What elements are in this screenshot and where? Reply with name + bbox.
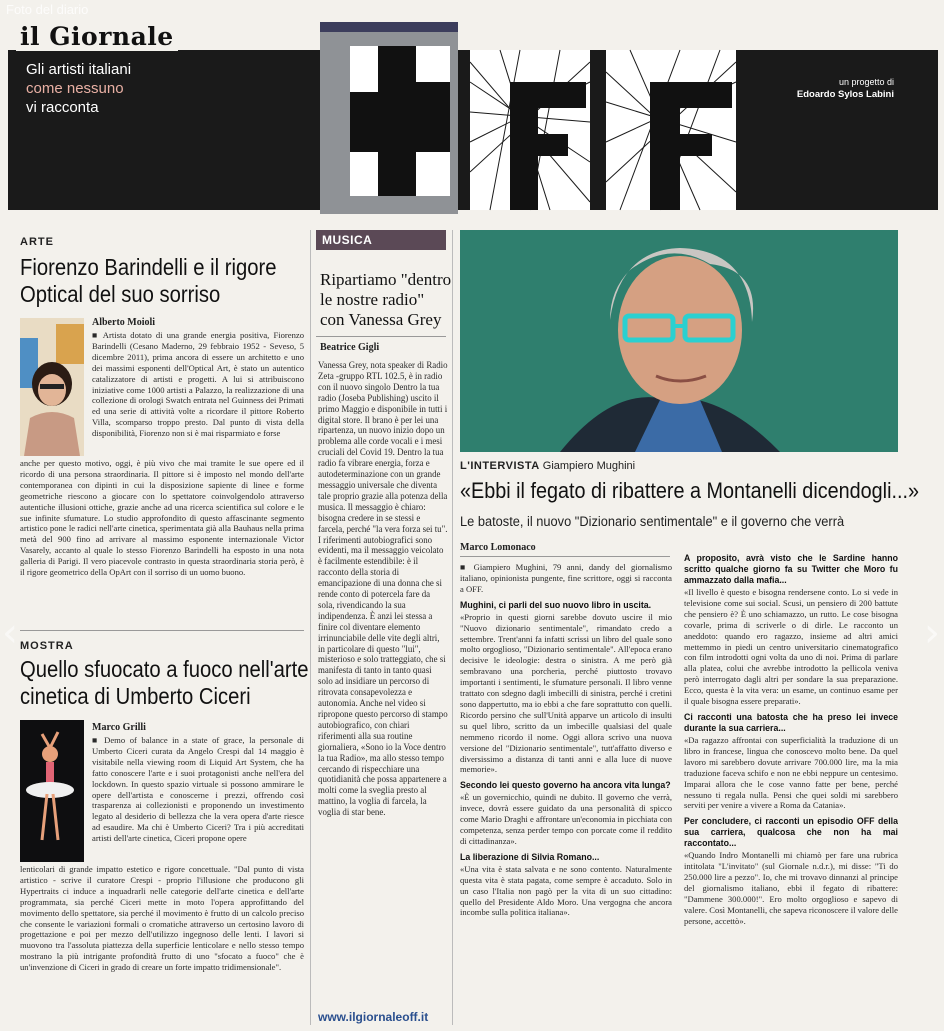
interview-tag (460, 460, 635, 472)
tagline-line-1: Gli artisti italiani (26, 61, 132, 78)
article3-headline-line1: Ripartiamo "dentro (320, 270, 452, 289)
article3-headline (320, 270, 451, 330)
article1-headline-line1: Fiorenzo Barindelli e il rigore (20, 254, 277, 280)
article2-body-top: ■ Demo of balance in a state of grace, la personale di Umberto Ciceri curata da Angelo Crespi dal 14 maggio è visitabile nella viewing room di Liquid Art System, che ha fatto conoscere l'arte e i suoi protagonisti anche nell'era del lockdown. In questo spazio virtuale si possono ammirare le opere dell'artista e conoscerne i prezzi, offrendo così trasparenza ai collezionisti e proponendo un investimento legato al desiderio di bellezza che la vera opera d'arte riesce ad esaudire. Ma chi è Umberto Ciceri? Tra i più accreditati artisti dell'arte cinetica, Ciceri propone opere (92, 735, 304, 844)
article2-headline-line1: Quello sfuocato a fuoco nell'arte (20, 656, 309, 682)
interview-answer: «È un governicchio, quindi ne dubito. Il governo che verrà, invece, dovrà essere guidato da una personalità di spicco come Mario Draghi e affrontare un'economia in picchiata con competenza, senza perder tempo con porcate come il reddito di cittadinanza». (460, 792, 672, 846)
article3-headline-line3: con Vanessa Grey (320, 310, 442, 329)
article2-headline (20, 656, 310, 710)
section-arte: ARTE (20, 236, 54, 248)
prev-arrow-icon[interactable]: ‹ (2, 610, 18, 656)
photo-watermark: Foto del diario (6, 2, 89, 17)
page-header (8, 22, 938, 214)
article1-body-bottom: anche per questo motivo, oggi, è più vivo che mai tramite le sue opere ed il ricordo di una persona straordinaria. Il pittore si è imposto nel mondo dell'arte contemporanea con dipinti in cui la disposizione sapiente di linee e forme geometriche riescono a giocare con lo spettatore coinvolgendolo attraverso autentiche illusioni ottiche, grazie anche ad una ricerca scientifica sul colore e le sue infinite sfumature. Lo studio approfondito di questo affascinante segmento artistico pone le radici nell'arte cinetica, sperimentata già alla Bauhaus nella prima metà del 900 fino ad arrivare al massimo esponente internazionale Victor Vasarely, accanto al quale lo stesso Fiorenzo Barindelli ha esposto in una nota galleria di Parigi. Il vero piacevole contrasto in questa straordinaria storia però, è il rigore geometrico della OpArt con il sorriso di un uomo buono. (20, 458, 304, 578)
interview-question: Per concludere, ci racconti un episodio OFF della sua carriera, qualcosa che non ha mai raccontato... (684, 816, 898, 849)
tagline-line-3: vi racconta (26, 99, 99, 116)
article4-subtitle: Le batoste, il nuovo "Dizionario sentimentale" e il governo che verrà (460, 514, 845, 529)
section-musica: MUSICA (316, 230, 446, 250)
interview-answer: «Proprio in questi giorni sarebbe dovuto uscire il mio "Nuovo dizionario sentimentale", rimandato credo a settembre. Trent'anni fa infatti scrissi un libro del quale sono molto orgoglioso, "Dizionario sentimentale". All'epoca erano decisive le ideologie: destra o sinistra. A me però già sembravano una porcheria, perché piuttosto trovavo importanti i sentimenti, le sfumature personali. Il libro venne trattato con sdegno dagli imbecilli di sinistra, perché i cretini sono dappertutto, ma io ebbi a che fare soprattutto con quelli. Ricordo persino che sull'Unità apparve un articolo di insulti su quel libro, scritto da un imbecille qualsiasi del quale nemmeno ricordo il nome. Oggi allora scrivo una nuova versione del "Dizionario sentimentale", tutt'affatto diverso e diversissimo a distanza di tanti anni e alla luce di nuove memorie». (460, 611, 672, 775)
interview-subject: Giampiero Mughini (542, 460, 636, 472)
column-divider (452, 230, 453, 1025)
article2-body-bottom: lenticolari di grande impatto estetico e rigore concettuale. "Dal punto di vista artistico - scrive il curatore Crespi - proprio l'illusione che producono gli Hypertraits ci induce a inquadrarli nelle categorie dell'arte cinetica e dell'arte programmata, sia perché Ciceri mette in moto l'opera approfittando del movimento dello spettatore, sia perché il movimento è frutto di un calcolo preciso che consente le variazioni formali o cromatiche attraverso un certosino lavoro di progettazione e poi per mezzo dell'utilizzo ingegnoso delle lenti. I lavori si muovono tra l'assoluta piattezza della superficie lenticolare e nello stesso tempo mostrano la più intrigante profondità frutto di uno "sfocato a fuoco" che è un'invenzione di Ciceri in grado di creare un forte impatto tridimensionale". (20, 864, 304, 973)
interview-column-1 (460, 562, 672, 1024)
divider (316, 336, 446, 337)
tagline (26, 60, 131, 117)
next-arrow-icon[interactable]: › (924, 610, 940, 656)
interview-question: La liberazione di Silvia Romano... (460, 851, 600, 862)
article4-byline: Marco Lomonaco (460, 542, 536, 553)
interview-question: A proposito, avrà visto che le Sardine hanno scritto qualche giorno fa su Twitter che Moro fu ammazzato dalla mafia... (684, 553, 898, 585)
article4-headline: «Ebbi il fegato di ribattere a Montanelli dicendogli...» (460, 478, 919, 503)
credit-author: Edoardo Sylos Labini (796, 89, 894, 100)
article1-headline-line2: Optical del suo sorriso (20, 281, 221, 307)
interview-answer: «Una vita è stata salvata e ne sono contento. Naturalmente questa vita è stata pagata, come sempre è accaduto. Solo in un caso l'Italia non pagò per la vita di un suo cittadino: quello del Presidente Aldo Moro. Una vergogna che ancora incombe sulla politica italiana». (460, 863, 672, 918)
article1-headline (20, 254, 310, 308)
barindelli-portrait (20, 318, 84, 456)
credit-label: un progetto di (838, 77, 894, 87)
article3-headline-line2: le nostre radio" (320, 290, 425, 309)
interview-answer: «Quando Indro Montanelli mi chiamò per fare una rubrica intitolata "L'invitato" (sul Giornale n.d.r.), mi disse: "Ti do 250.000 lire a pezzo". Io, che mi trovavo dinnanzi al principe del giornalismo italiano, ebbi il fegato di ribattere: "Dammene 300.000!". Ero molto orgoglioso e sapevo di valere. Così Montanelli, che sapeva riconoscere il valore delle persone, accettò». (684, 850, 898, 926)
mughini-photo (460, 230, 898, 452)
interview-column-2 (684, 548, 898, 1024)
article2-byline: Marco Grilli (92, 722, 146, 733)
ballerina-illustration (20, 720, 84, 862)
mughini-portrait-illustration (460, 230, 898, 452)
divider (460, 556, 670, 557)
article1-byline: Alberto Moioli (92, 317, 156, 328)
project-credit (797, 76, 894, 101)
article1-body-top: ■ Artista dotato di una grande energia positiva, Fiorenzo Barindelli (Cesano Maderno, 29 febbraio 1952 - Seveso, 5 dicembre 2011), prima ancora di essere un architetto e uno dei massimi esponenti dell'Optical Art, è stato un autentico catalizzatore di artisti e progetti. A lui si attribuiscono iniziative come 1000 artisti a Palazzo, la realizzazione di una collezione di orologi Swatch entrata nel Guinness dei Primati ed una serie di attività volte a ricordare il pittore Roberto Villa, scomparso troppo presto. Dal punto di vista della disponibilità, Fiorenzo non si è mai risparmiato e forse (92, 330, 304, 439)
interview-answer: «Da ragazzo affrontai con superficialità la traduzione di un libro in francese, lingua che conoscevo molto bene. Da quel lavoro mi sarebbero dovute arrivare 700.000 lire, ma la mia traduzione faceva schifo e non ne ebbi neppure un centesimo. Imparai allora che le cose vanno fatte per bene, perché nessuno ti regala nulla. Pensi che quei soldi mi sarebbero serviti per venire a vivere a Roma da Catania». (684, 734, 898, 811)
section-intervista: L'INTERVISTA (460, 460, 540, 472)
interview-question: Mughini, ci parli del suo nuovo libro in uscita. (460, 599, 652, 610)
interview-question: Ci racconti una batosta che ha preso lei invece durante la sua carriera... (684, 711, 898, 733)
article2-headline-line2: cinetica di Umberto Ciceri (20, 683, 251, 709)
divider (20, 630, 304, 631)
portrait-illustration (20, 318, 84, 456)
column-divider (310, 230, 311, 1025)
masthead: il Giornale (16, 22, 178, 51)
website-link[interactable]: www.ilgiornaleoff.it (318, 1010, 429, 1024)
article3-byline: Beatrice Gigli (320, 342, 380, 353)
interview-question: Secondo lei questo governo ha ancora vita lunga? (460, 780, 671, 791)
interview-answer: «Il livello è questo e bisogna rendersene conto. Lo si vede in televisione come sui social. Scusi, un pensiero di 200 battute che pensiero è? È uno schiamazzo, un rutto. Le cose bisogna covarle, prima di scriverle o di dirle. Le racconto un aneddoto: quando ero ragazzo, insieme ad altri amici mettemmo in piedi un centro universitario cinematografico con film introdotti ogni volta da uno di noi. Prima di parlare alla platea, colui che avrebbe introdotto la pellicola veniva però interrogato dagli altri per sondare la sua preparazione. Ecco, questa è la vita vera: un esame, un continuo esame per il quale bisogna essere preparati». (684, 587, 898, 707)
interview-answer: ■ Giampiero Mughini, 79 anni, dandy del giornalismo italiano, opinionista pungente, fine scrittore, oggi si racconta a OFF. (460, 562, 672, 594)
section-mostra: MOSTRA (20, 640, 74, 652)
article3-body: Vanessa Grey, nota speaker di Radio Zeta -gruppo RTL 102.5, è in radio con il nuovo singolo Dentro la tua radio (Joseba Publishing) uscito il primo Maggio e disponibile in tutti i digital store. Il brano è per lei una ripartenza, un nuovo inizio dopo un problema alle corde vocali e i mesi cruciali del Covid 19. Dentro la tua radio fa vibrare energia, forza e autodeterminazione con un grande messaggio universale che diventa tale proprio grazie alla potenza della musica. Il messaggio è chiaro: bisogna credere in se stessi e farcela, perché "la vera forza sei tu". I riferimenti autobiografici sono evidenti, ma il messaggio veicolato è facilmente estendibile: è il racconto della storia di emancipazione di una donna che si rende conto di potercela fare da sola, rivendicando la sua indipendenza. È anzi lei stessa a finire col diventare elemento irrinunciabile delle vite degli altri, in particolare di questo "lui", misterioso e solo tratteggiato, che si manifesta di tanto in tanto quasi solo ad insidiare un percorso di ritrovata consapevolezza e autonomia. Anche nel video si ripropone questo percorso di stampo autobiografico, con chiari riferimenti alla sua routine giornaliera, «Sono io la Voce dentro la tua Radio», ma allo stesso tempo cercando di rispecchiare una quotidianità che possa appartenere a molti come la sveglia presto al mattino, la voglia di farcela, la voglia di star bene. (318, 360, 448, 818)
off-logo (320, 22, 810, 214)
tagline-line-2: come nessuno (26, 80, 124, 97)
ciceri-artwork-photo (20, 720, 84, 862)
